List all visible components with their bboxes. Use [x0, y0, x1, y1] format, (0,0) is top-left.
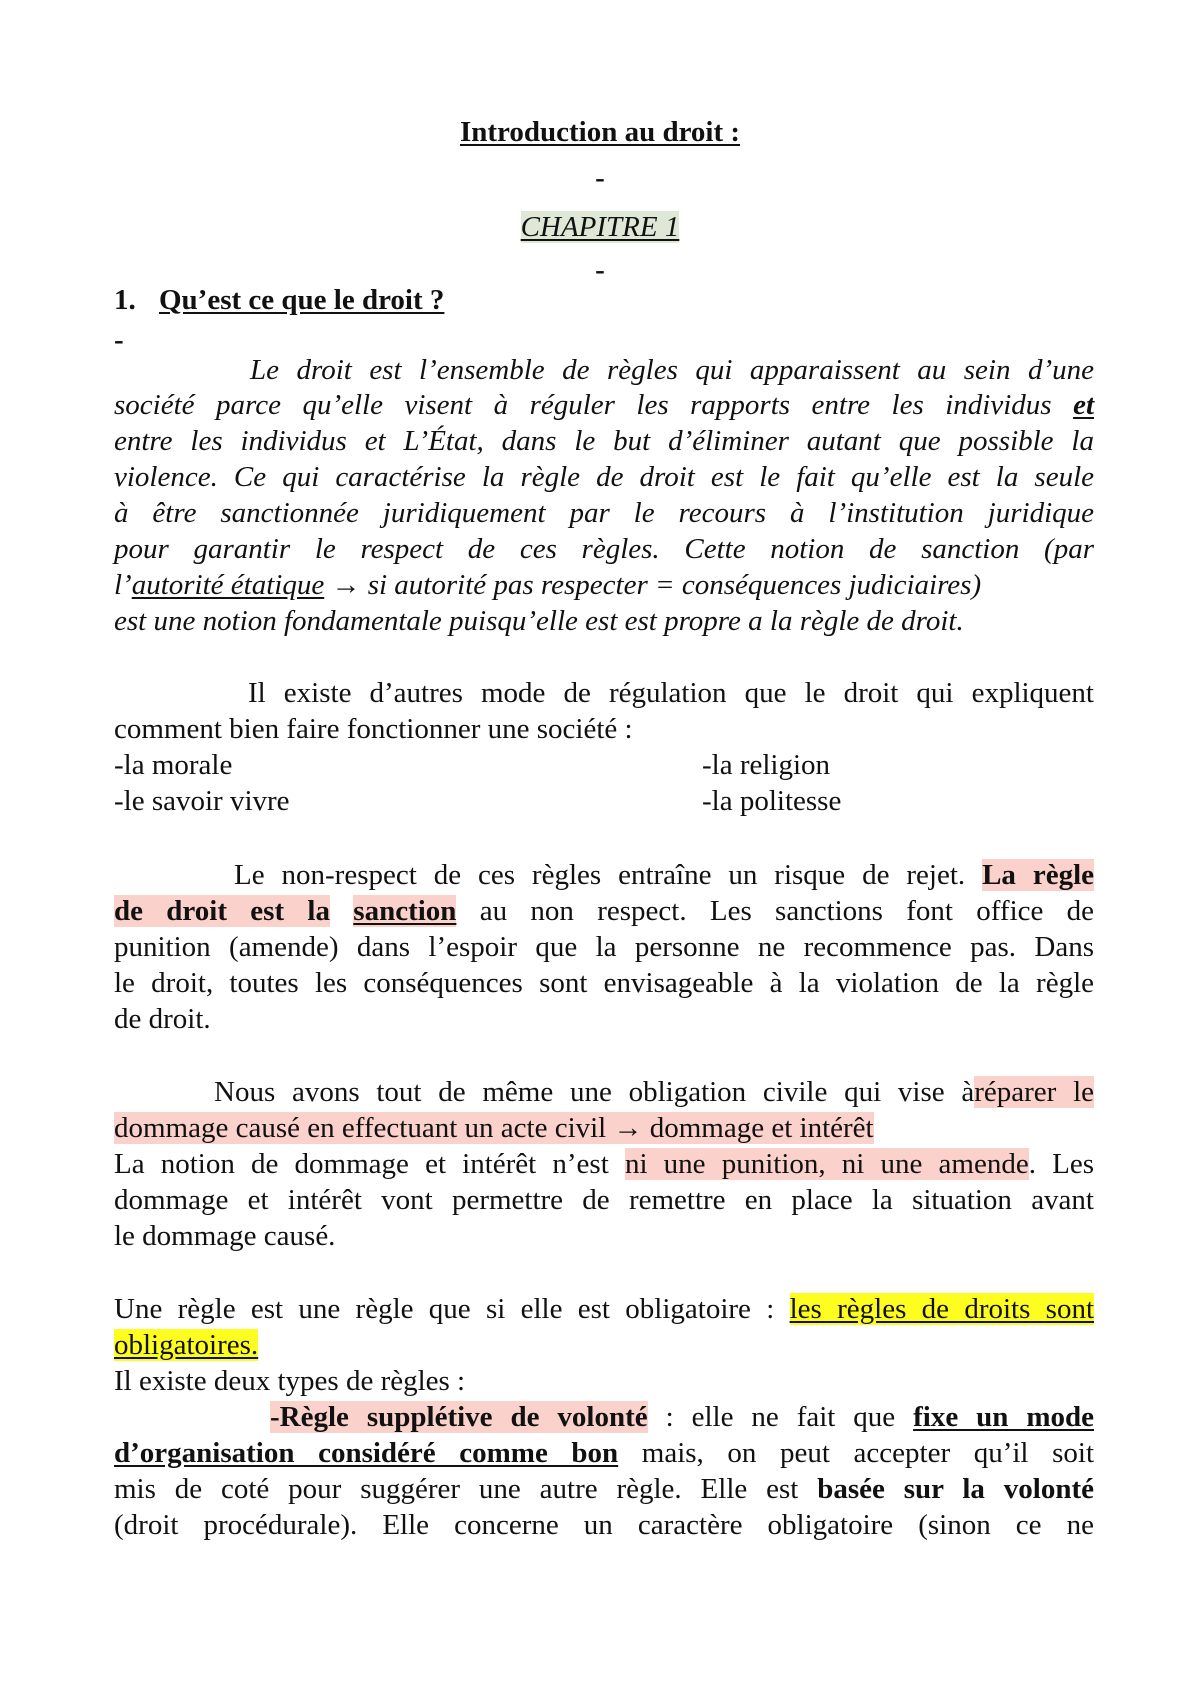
paragraph-line: La notion de dommage et intérêt n’est ni une punition, ni une amende. Les [114, 1148, 1095, 1180]
paragraph-line: le droit, toutes les conséquences sont envisageable à la violation de la règle [114, 967, 1094, 999]
section-heading-text: Qu’est ce que le droit ? [159, 284, 445, 316]
paragraph-line: pour garantir le respect de ces règles. Cette notion de sanction (par [114, 533, 1094, 565]
paragraph-line: à être sanctionnée juridiquement par le recours à l’institution juridique [114, 497, 1094, 529]
document-title: Introduction au droit : [459, 116, 741, 148]
separator-dash: - [595, 254, 605, 286]
paragraph-line: Nous avons tout de même une obligation civile qui vise àréparer le [214, 1076, 1094, 1108]
list-item: -la morale -la religion [114, 749, 831, 781]
paragraph-line: (droit procédurale). Elle concerne un caractère obligatoire (sinon ce ne [114, 1509, 1094, 1541]
paragraph-line: l’autorité étatique → si autorité pas respecter = conséquences judiciaires) [114, 569, 982, 601]
paragraph-line: comment bien faire fonctionner une société : [114, 713, 633, 745]
section-heading [114, 282, 1094, 318]
paragraph-line: est une notion fondamentale puisqu’elle est est propre a la règle de droit. [114, 605, 964, 637]
paragraph-line: Il existe d’autres mode de régulation que le droit qui expliquent [248, 677, 1094, 709]
paragraph-line: dommage et intérêt vont permettre de remettre en place la situation avant [114, 1184, 1094, 1216]
paragraph-line: obligatoires. [114, 1329, 259, 1361]
list-item: -le savoir vivre -la politesse [114, 785, 842, 817]
paragraph-line: entre les individus et L’État, dans le but d’éliminer autant que possible la [114, 425, 1094, 457]
paragraph-line: Le non-respect de ces règles entraîne un risque de rejet. La règle [234, 859, 1095, 891]
paragraph-line: Le droit est l’ensemble de règles qui apparaissent au sein d’une [250, 354, 1094, 386]
paragraph-line: d’organisation considéré comme bon mais, on peut accepter qu’il soit [114, 1437, 1094, 1469]
paragraph-line: dommage causé en effectuant un acte civil → dommage et intérêt [114, 1112, 874, 1144]
paragraph-line: violence. Ce qui caractérise la règle de droit est le fait qu’elle est la seule [114, 461, 1094, 493]
section-number: 1. [114, 284, 136, 316]
separator-dash: - [595, 162, 605, 194]
paragraph-line: Il existe deux types de règles : [114, 1365, 466, 1397]
paragraph-line: de droit. [114, 1003, 211, 1035]
paragraph-line: mis de coté pour suggérer une autre règle. Elle est basée sur la volonté [114, 1473, 1094, 1505]
paragraph-line: société parce qu’elle visent à réguler les rapports entre les individus et [114, 389, 1095, 421]
separator-dash: - [114, 324, 124, 356]
paragraph-line: -Règle supplétive de volonté : elle ne fait que fixe un mode [270, 1401, 1094, 1433]
paragraph-line: le dommage causé. [114, 1220, 336, 1252]
paragraph-line: punition (amende) dans l’espoir que la personne ne recommence pas. Dans [114, 931, 1094, 963]
chapter-title: CHAPITRE 1 [520, 211, 680, 243]
paragraph-line: Une règle est une règle que si elle est obligatoire : les règles de droits sont [114, 1293, 1095, 1325]
paragraph-line: de droit est la sanction au non respect. Les sanctions font office de [114, 895, 1095, 927]
